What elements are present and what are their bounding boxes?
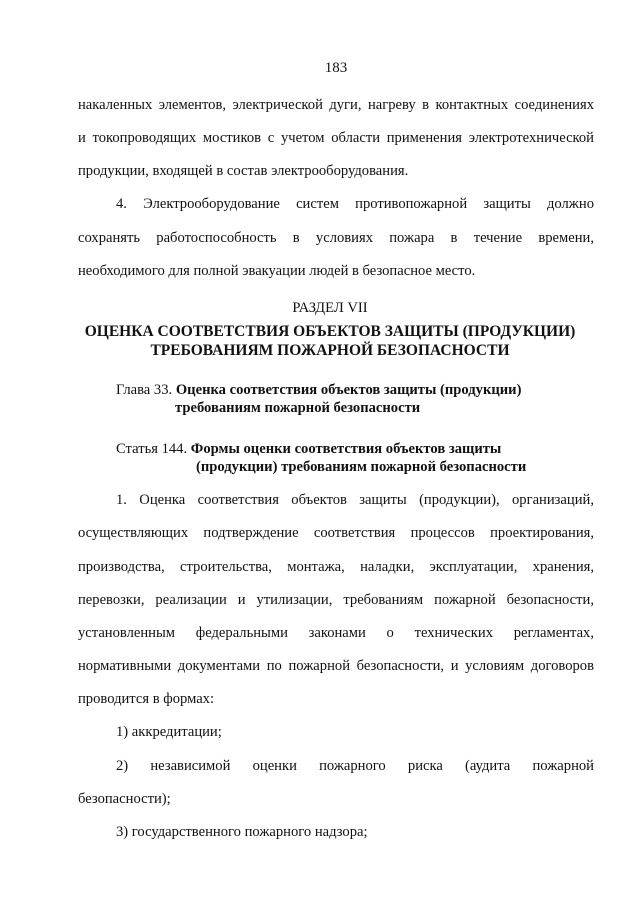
item-1-line-3: производства, строительства, монтажа, наладки, эксплуатации, хранения, [78,559,594,575]
chapter-heading [116,380,594,400]
form-1: 1) аккредитации; [116,724,222,740]
item-1-line-2: осуществляющих подтверждение соответствия процессов проектирования, [78,525,594,541]
article-heading [116,439,594,459]
page-number: 183 [324,60,348,76]
article-prefix: Статья 144. [116,441,188,457]
form-2-line-1: 2) независимой оценки пожарного риска (аудита пожарной [116,758,594,774]
chapter-title-line-1: Оценка соответствия объектов защиты (продукции) [175,382,522,398]
form-3: 3) государственного пожарного надзора; [116,824,368,840]
intro-line-2: и токопроводящих мостиков с учетом области применения электротехнической [78,130,594,146]
article-title-line-1: Формы оценки соответствия объектов защиты [190,441,502,457]
item-4-line-1: 4. Электрооборудование систем противопожарной защиты должно [116,196,594,212]
item-1-line-4: перевозки, реализации и утилизации, требованиям пожарной безопасности, [78,592,594,608]
chapter-title-line-2: требованиям пожарной безопасности [175,400,421,416]
item-1-line-7: проводится в формах: [78,691,215,707]
intro-line-3: продукции, входящей в состав электрооборудования. [78,163,409,179]
section-title-line-1: ОЦЕНКА СООТВЕТСТВИЯ ОБЪЕКТОВ ЗАЩИТЫ (ПРОДУКЦИИ) [84,323,576,340]
item-4-line-2: сохранять работоспособность в условиях пожара в течение времени, [78,230,594,246]
intro-line-1: накаленных элементов, электрической дуги, нагреву в контактных соединениях [78,97,594,113]
form-2-line-2: безопасности); [78,791,171,807]
section-label: РАЗДЕЛ VII [292,300,368,316]
item-4-line-3: необходимого для полной эвакуации людей в безопасное место. [78,263,476,279]
item-1-line-5: установленным федеральными законами о технических регламентах, [78,625,594,641]
item-1-line-1: 1. Оценка соответствия объектов защиты (продукции), организаций, [116,492,594,508]
item-1-line-6: нормативными документами по пожарной безопасности, и условиям договоров [78,658,594,674]
article-title-line-2: (продукции) требованиям пожарной безопасности [196,459,527,475]
chapter-prefix: Глава 33. [116,382,173,398]
section-title-line-2: ТРЕБОВАНИЯМ ПОЖАРНОЙ БЕЗОПАСНОСТИ [150,342,510,359]
